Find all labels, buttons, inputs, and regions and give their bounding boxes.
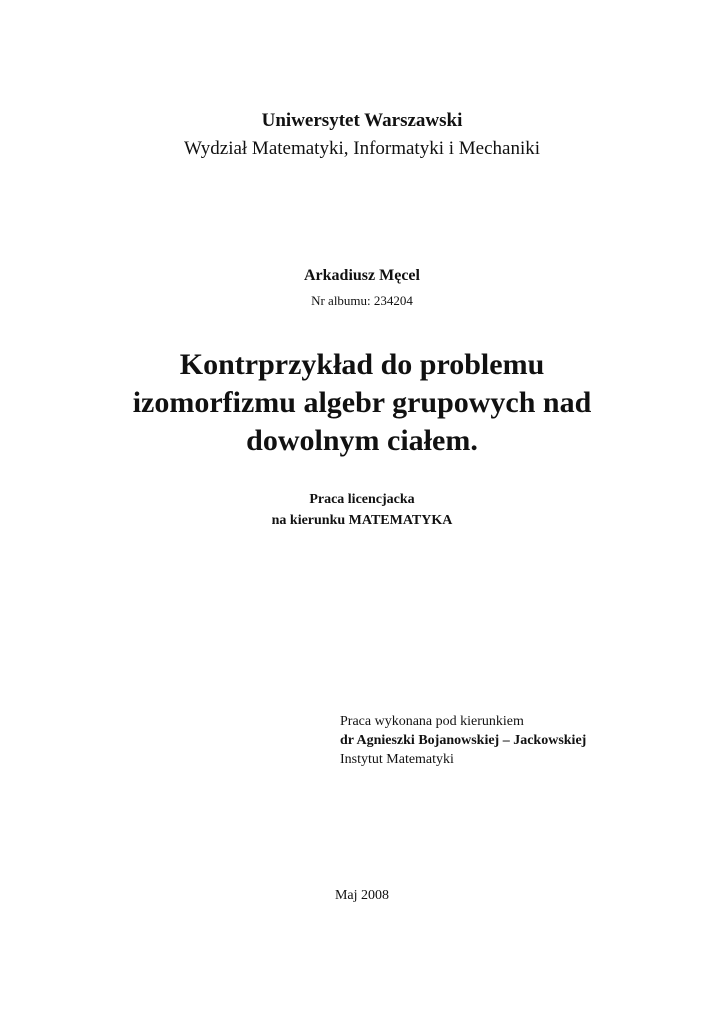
thesis-type-block (0, 489, 724, 531)
album-number: Nr albumu: 234204 (311, 293, 413, 308)
title-line-2: izomorfizmu algebr grupowych nad (132, 386, 592, 419)
author-name: Arkadiusz Męcel (304, 267, 420, 284)
university-name: Uniwersytet Warszawski (261, 110, 463, 131)
supervisor-intro: Praca wykonana pod kierunkiem (340, 714, 524, 729)
thesis-type: Praca licencjacka (309, 492, 415, 507)
thesis-field: na kierunku MATEMATYKA (271, 513, 453, 528)
title-line-3: dowolnym ciałem. (246, 424, 478, 457)
supervisor-name: dr Agnieszki Bojanowskiej – Jackowskiej (340, 733, 587, 748)
faculty-name: Wydział Matematyki, Informatyki i Mechaniki (183, 138, 541, 159)
supervisor-institute: Instytut Matematyki (340, 752, 454, 767)
thesis-title (80, 346, 644, 460)
supervisor-block (340, 712, 700, 769)
title-line-1: Kontrprzykład do problemu (179, 348, 545, 381)
submission-date: Maj 2008 (334, 888, 390, 903)
